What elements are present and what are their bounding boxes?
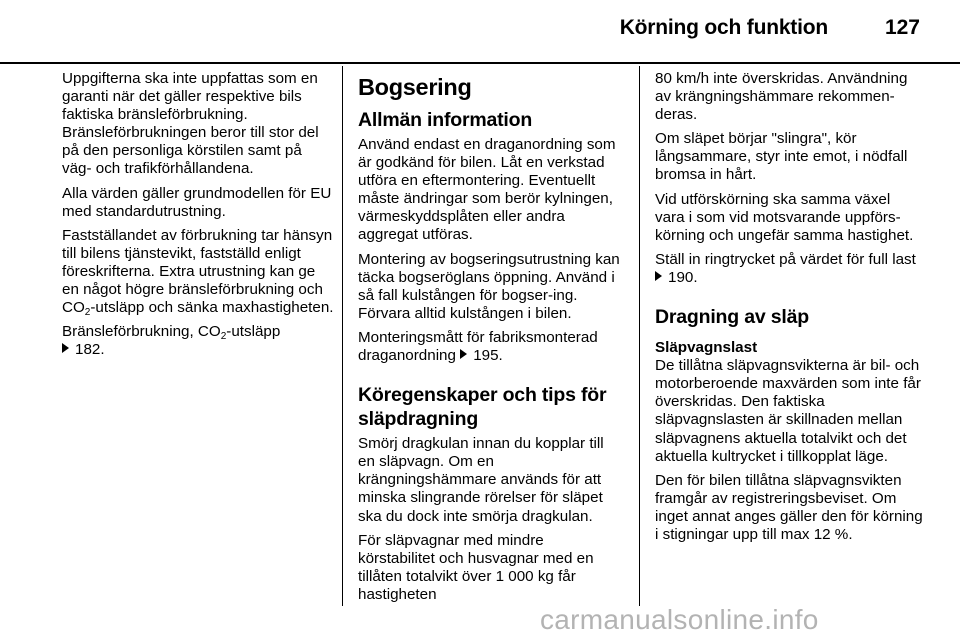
subscript: 2 [84,307,91,319]
page-reference[interactable]: 182. [75,341,105,359]
paragraph [62,323,334,359]
subsection-heading: Dragning av släp [655,306,809,329]
text-segment: Bränsleförbrukning, CO [62,323,221,341]
subsection-heading: Allmän information [358,109,533,131]
paragraph: För släpvagnar med mindre körstabilitet och husvagnar med en tillåten totalvikt över 1 000 kg får hastigheten [358,531,594,603]
paragraph [62,227,334,317]
text-segment: -utsläpp [226,323,281,341]
page-ref-arrow-icon [460,349,467,359]
header-rule [0,62,960,64]
paragraph: Vid utförskörning ska samma växel vara i som vid motsvarande uppförs-körning och ungefär samma hastighet. [655,190,914,244]
watermark: carmanualsonline.info [540,604,819,635]
text-segment: Fastställandet av förbrukning tar hänsyn till bilens tjänstevikt, fastställd enligt föreskrifterna. Extra utrustning kan ge en något högre bränsleförbrukning och CO [62,226,333,317]
paragraph: Uppgifterna ska inte uppfattas som en garanti när det gäller respektive bils faktiska bränsleförbrukning. Bränsleförbrukningen beror till stor del på den personliga körstilen samt på väg- och trafikförhållandena. [62,70,319,178]
paragraph: Alla värden gäller grundmodellen för EU med standardutrustning. [62,184,332,220]
subscript: 2 [220,331,227,343]
column-2 [358,70,624,610]
page-header [0,0,960,60]
chapter-title: Körning och funktion [619,16,828,39]
paragraph [358,329,624,365]
text-segment: -utsläpp och sänka maxhastigheten. [90,299,334,317]
paragraph: Använd endast en draganordning som är godkänd för bilen. Låt en verkstad utföra en eftermontering. Eventuellt måste ändringar som berör kylningen, värmeskyddsplåten eller andra aggregat utföras. [358,136,616,244]
paragraph [655,251,923,287]
text-segment: Ställ in ringtrycket på värdet för full last [655,250,916,268]
paragraph: De tillåtna släpvagnsvikterna är bil- och motorberoende maxvärden som inte får överskridas. Den faktiska släpvagnslasten är skillnaden mellan släpvagnens aktuella totalvikt och det aktuella kultrycket i tillkopplat läge. [655,357,921,465]
column-divider-2 [639,66,640,606]
column-3 [655,70,923,550]
page-ref-arrow-icon [655,271,662,281]
paragraph: Den för bilen tillåtna släpvagnsvikten framgår av registreringsbeviset. Om inget annat anges gäller den för körning i stigningar upp till max 12 %. [655,471,923,543]
subsection-heading: Köregenskaper och tips för släpdragning [358,384,607,431]
paragraph: Montering av bogseringsutrustning kan täcka bogseröglans öppning. Använd i så fall kulstången för bogser-ing. Förvara alltid kulstången i bilen. [358,250,620,322]
paragraph: Om släpet börjar "slingra", kör långsammare, styr inte emot, i nödfall bromsa in hårt. [655,130,908,184]
paragraph: Smörj dragkulan innan du kopplar till en släpvagn. Om en krängningshämmare används för att minska slingrande rörelser för släpet ska du dock inte smörja dragkulan. [358,435,604,525]
column-divider-1 [342,66,343,606]
page-reference[interactable]: 195. [473,347,503,365]
page-ref-arrow-icon [62,343,69,353]
text-segment: Monteringsmått för fabriksmonterad draganordning [358,328,598,365]
sub-subsection-heading: Släpvagnslast [655,339,758,357]
column-1 [62,70,334,365]
paragraph: 80 km/h inte överskridas. Användning av krängningshämmare rekommen-deras. [655,70,908,124]
page-number: 127 [884,16,920,39]
page-reference[interactable]: 190. [668,268,698,286]
section-heading: Bogsering [358,74,472,100]
